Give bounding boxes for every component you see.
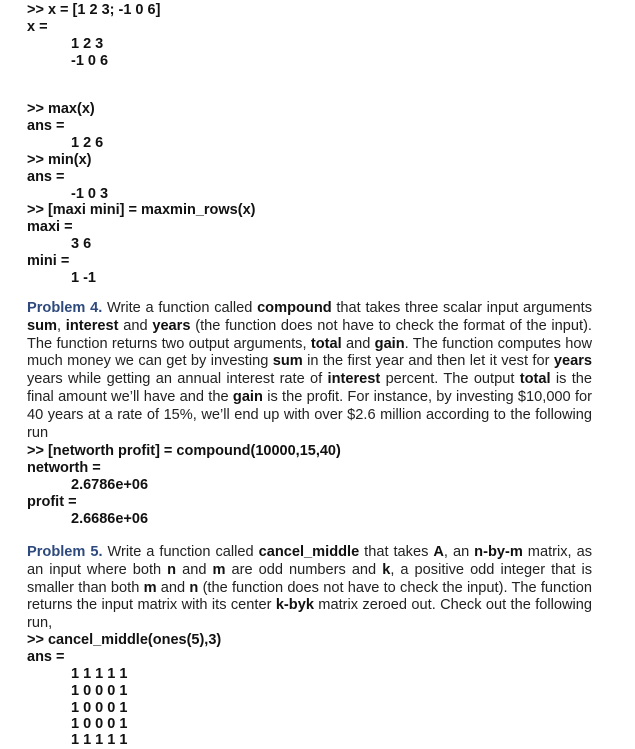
output-label-maxi: maxi = <box>27 219 73 235</box>
output-value: 1 2 6 <box>71 135 104 151</box>
problem-4-paragraph: Problem 4. Write a function called compound that takes three scalar input arguments sum, interest and years (the function does not have to check the format of the input). The function returns two output arguments, total and gain. The function computes how much money we can get by investing sum in the first year and then let it vest for years years while getting an annual interest rate of interest percent. The output total is the final amount we’ll have and the gain is the profit. For instance, by investing $10,000 for 40 years at a rate of 15%, we’ll end up with over $2.6 million according to the following run <box>27 300 593 441</box>
matrix-row: 1 0 0 0 1 <box>71 716 128 732</box>
matrix-row: 1 1 1 1 1 <box>71 732 128 748</box>
output-label-mini: mini = <box>27 253 70 269</box>
output-label-profit: profit = <box>27 494 77 510</box>
matrix-row: 1 1 1 1 1 <box>71 666 128 682</box>
problem-4-title: Problem 4. <box>27 300 103 316</box>
output-value: -1 0 3 <box>71 186 109 202</box>
output-value: 2.6686e+06 <box>71 511 149 527</box>
problem-5-title: Problem 5. <box>27 544 103 560</box>
output-label-networth: networth = <box>27 460 101 476</box>
matrix-row: 1 2 3 <box>71 36 104 52</box>
output-label-ans: ans = <box>27 169 65 185</box>
problem-5-paragraph: Problem 5. Write a function called cancel_middle that takes A, an n-by-m matrix, as an input where both n and m are odd numbers and k, a positive odd integer that is smaller than both m and n (the function does not have to check the input). The function returns the input matrix with its center k-byk matrix zeroed out. Check out the following run, <box>27 544 593 632</box>
command-line-compound: >> [networth profit] = compound(10000,15,40) <box>27 443 341 459</box>
matrix-row: -1 0 6 <box>71 53 109 69</box>
output-label-x: x = <box>27 19 48 35</box>
command-line-maxmin: >> [maxi mini] = maxmin_rows(x) <box>27 202 256 218</box>
matrix-row: 1 0 0 0 1 <box>71 700 128 716</box>
command-line-min: >> min(x) <box>27 152 92 168</box>
output-label-ans: ans = <box>27 649 65 665</box>
command-line-x: >> x = [1 2 3; -1 0 6] <box>27 2 161 18</box>
command-line-max: >> max(x) <box>27 101 95 117</box>
output-value: 2.6786e+06 <box>71 477 149 493</box>
output-label-ans: ans = <box>27 118 65 134</box>
command-line-cancel-middle: >> cancel_middle(ones(5),3) <box>27 632 222 648</box>
output-value: 3 6 <box>71 236 92 252</box>
matrix-row: 1 0 0 0 1 <box>71 683 128 699</box>
output-value: 1 -1 <box>71 270 96 286</box>
